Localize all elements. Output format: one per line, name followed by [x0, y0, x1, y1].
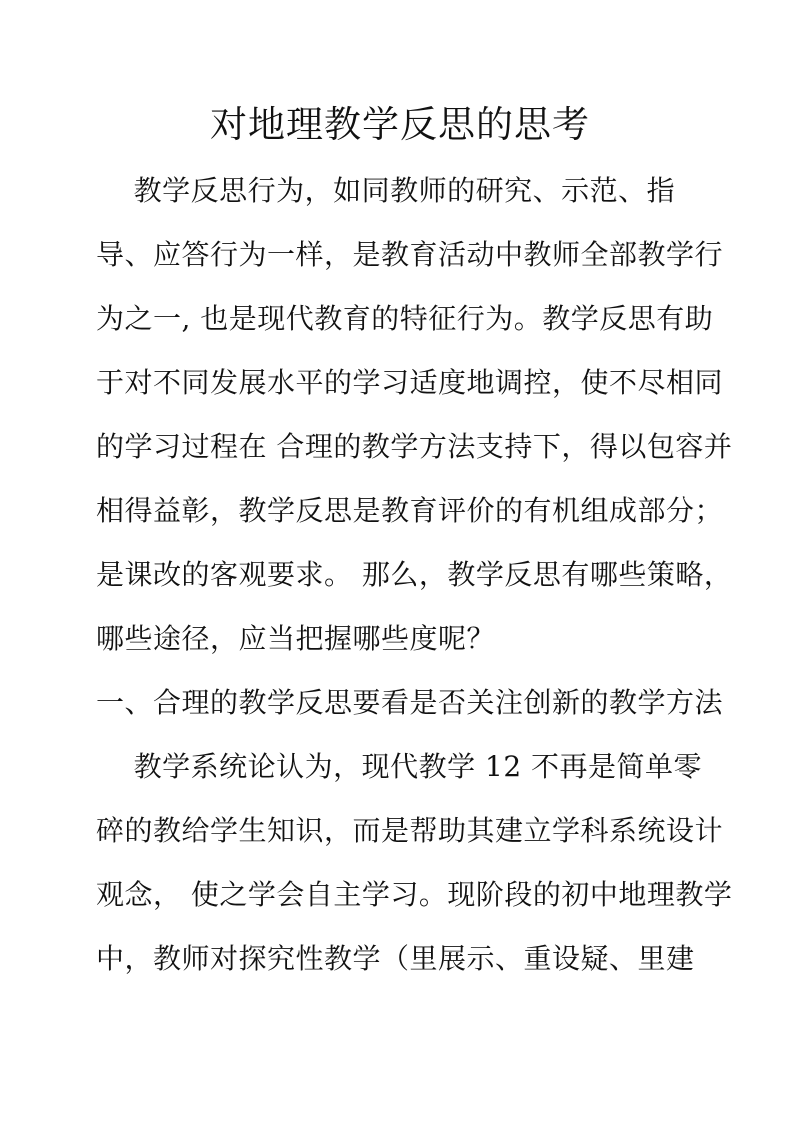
paragraph-line: 哪些途径，应当把握哪些度呢？ [96, 622, 496, 655]
paragraph-line: 教学反思行为，如同教师的研究、示范、指 [96, 174, 676, 207]
paragraph-line: 是课改的客观要求。 那么，教学反思有哪些策略， [96, 558, 733, 591]
document-title: 对地理教学反思的思考 [210, 103, 590, 146]
paragraph-line: 中，教师对探究性教学（里展示、重设疑、里建 [96, 942, 695, 975]
paragraph-line: 为之一, 也是现代教育的特征行为。教学反思有助 [96, 302, 714, 335]
paragraph-line: 的学习过程在 合理的教学方法支持下，得以包容并 [96, 430, 733, 463]
paragraph-line: 相得益彰，教学反思是教育评价的有机组成部分； [96, 494, 724, 527]
paragraph-line: 导、应答行为一样，是教育活动中教师全部教学行 [96, 238, 724, 271]
section-heading: 一、合理的教学反思要看是否关注创新的教学方法 [96, 686, 724, 719]
paragraph-line: 碎的教给学生知识，而是帮助其建立学科系统设计 [96, 814, 724, 847]
paragraph-line: 教学系统论认为，现代教学 12 不再是简单零 [96, 750, 703, 783]
paragraph-line: 于对不同发展水平的学习适度地调控，使不尽相同 [96, 366, 724, 399]
paragraph-line: 观念， 使之学会自主学习。现阶段的初中地理教学 [96, 878, 733, 911]
